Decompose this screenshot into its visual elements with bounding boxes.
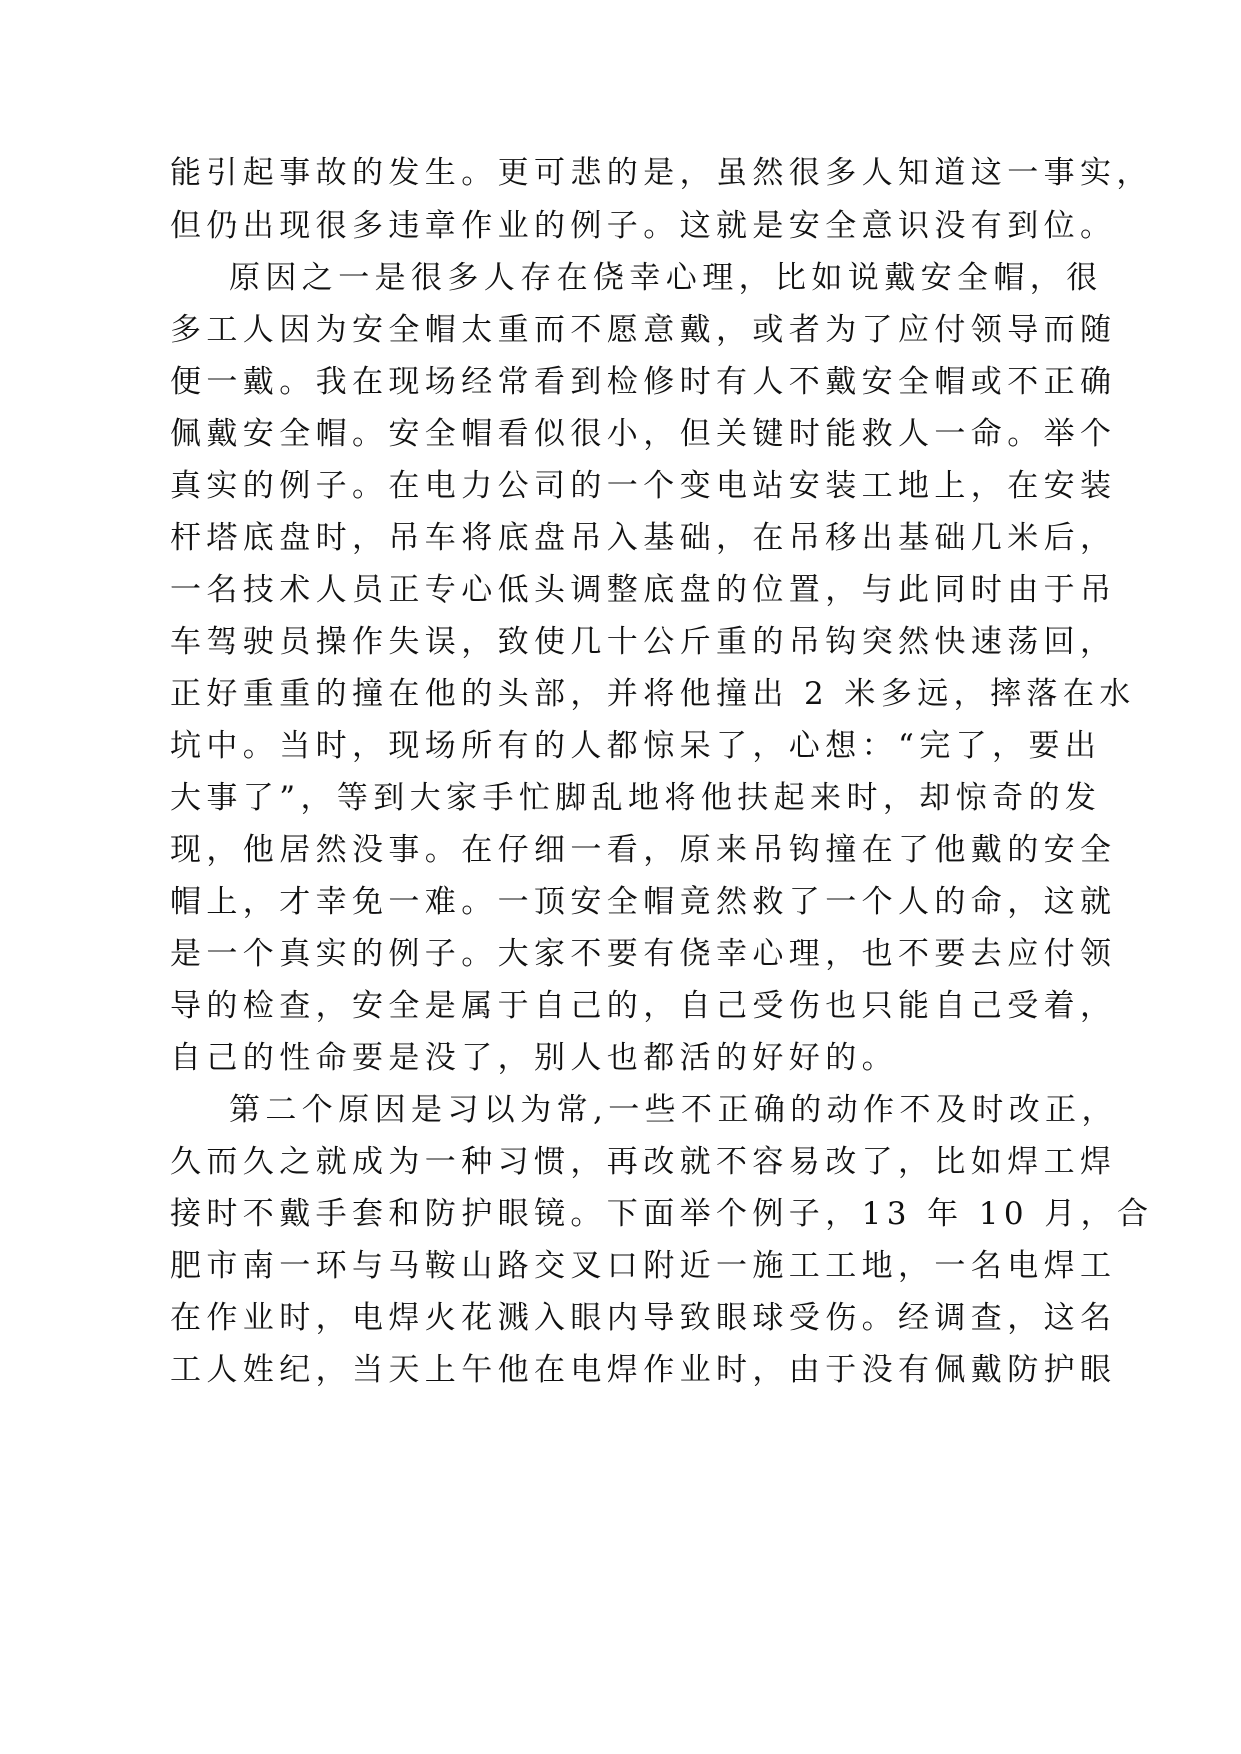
text-line: 一名技术人员正专心低头调整底盘的位置，与此同时由于吊 [170, 572, 1117, 608]
paragraph-first-line: 原因之一是很多人存在侥幸心理，比如说戴安全帽，很 [229, 260, 1103, 296]
text-line: 佩戴安全帽。安全帽看似很小，但关键时能救人一命。举个 [170, 416, 1117, 452]
text-line: 便一戴。我在现场经常看到检修时有人不戴安全帽或不正确 [170, 364, 1117, 400]
text-line: 坑中。当时，现场所有的人都惊呆了，心想：“完了，要出 [170, 728, 1102, 764]
text-line: 导的检查，安全是属于自己的，自己受伤也只能自己受着， [170, 988, 1117, 1024]
text-line: 接时不戴手套和防护眼镜。下面举个例子，13 年 10 月，合 [170, 1196, 1154, 1232]
text-line: 但仍出现很多违章作业的例子。这就是安全意识没有到位。 [170, 208, 1117, 244]
text-line: 自己的性命要是没了，别人也都活的好好的。 [170, 1040, 898, 1076]
text-line: 久而久之就成为一种习惯，再改就不容易改了，比如焊工焊 [170, 1144, 1117, 1180]
paragraph-first-line: 第二个原因是习以为常,一些不正确的动作不及时改正， [229, 1092, 1118, 1128]
text-line: 能引起事故的发生。更可悲的是，虽然很多人知道这一事实， [170, 155, 1153, 191]
text-line: 杆塔底盘时，吊车将底盘吊入基础，在吊移出基础几米后， [170, 520, 1117, 556]
text-line: 大事了”，等到大家手忙脚乱地将他扶起来时，却惊奇的发 [170, 780, 1102, 816]
text-line: 现，他居然没事。在仔细一看，原来吊钩撞在了他戴的安全 [170, 832, 1117, 868]
text-line: 多工人因为安全帽太重而不愿意戴，或者为了应付领导而随 [170, 312, 1117, 348]
text-line: 真实的例子。在电力公司的一个变电站安装工地上，在安装 [170, 468, 1117, 504]
text-line: 在作业时，电焊火花溅入眼内导致眼球受伤。经调查，这名 [170, 1300, 1117, 1336]
text-line: 帽上，才幸免一难。一顶安全帽竟然救了一个人的命，这就 [170, 884, 1117, 920]
text-line: 肥市南一环与马鞍山路交叉口附近一施工工地，一名电焊工 [170, 1248, 1117, 1284]
text-line: 车驾驶员操作失误，致使几十公斤重的吊钩突然快速荡回， [170, 624, 1117, 660]
text-line: 正好重重的撞在他的头部，并将他撞出 2 米多远，摔落在水 [170, 676, 1136, 712]
text-line: 是一个真实的例子。大家不要有侥幸心理，也不要去应付领 [170, 936, 1117, 972]
text-line: 工人姓纪，当天上午他在电焊作业时，由于没有佩戴防护眼 [170, 1352, 1117, 1388]
